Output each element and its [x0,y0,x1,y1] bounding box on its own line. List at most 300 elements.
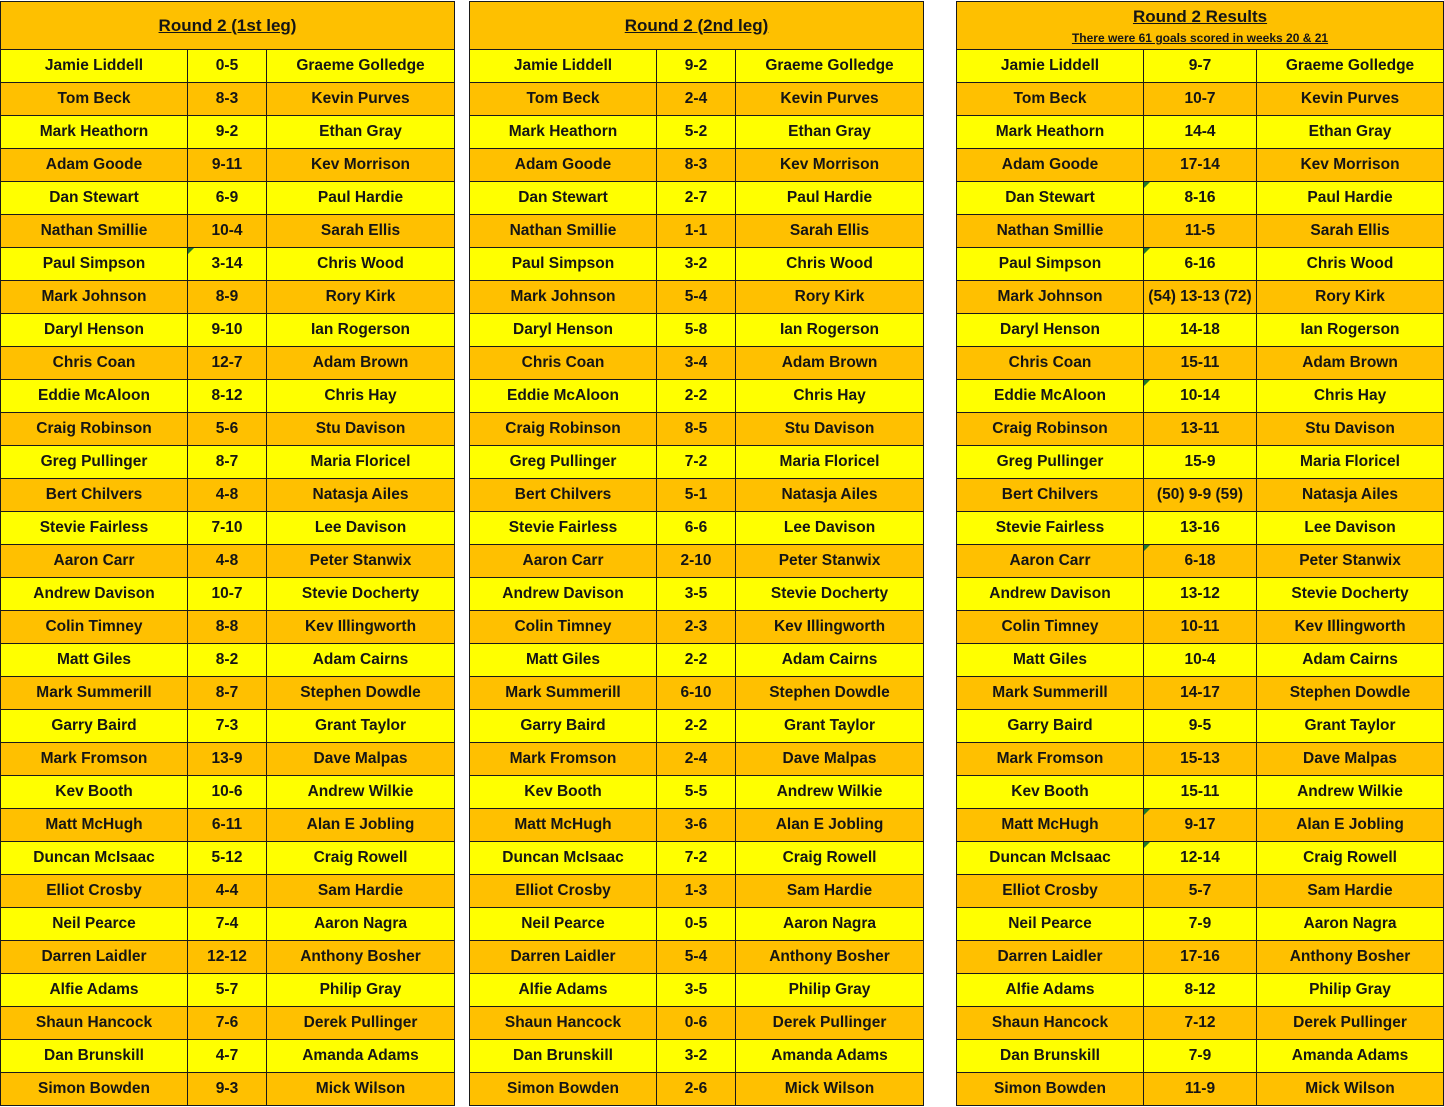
home-player-cell[interactable]: Colin Timney [957,611,1144,644]
score-cell[interactable]: 8-16 [1144,182,1257,215]
score-cell[interactable]: 5-2 [657,116,736,149]
score-cell[interactable]: 2-6 [657,1073,736,1106]
home-player-cell[interactable]: Paul Simpson [1,248,188,281]
home-player-cell[interactable]: Duncan McIsaac [957,842,1144,875]
away-player-cell[interactable]: Graeme Golledge [1257,50,1444,83]
score-cell[interactable]: 5-4 [657,941,736,974]
home-player-cell[interactable]: Aaron Carr [957,545,1144,578]
score-cell[interactable]: 0-5 [188,50,267,83]
score-cell[interactable]: 3-2 [657,1040,736,1073]
home-player-cell[interactable]: Daryl Henson [470,314,657,347]
home-player-cell[interactable]: Andrew Davison [470,578,657,611]
score-cell[interactable]: 13-16 [1144,512,1257,545]
score-cell[interactable]: 13-11 [1144,413,1257,446]
home-player-cell[interactable]: Mark Summerill [957,677,1144,710]
away-player-cell[interactable]: Graeme Golledge [267,50,455,83]
home-player-cell[interactable]: Aaron Carr [1,545,188,578]
away-player-cell[interactable]: Mick Wilson [736,1073,924,1106]
home-player-cell[interactable]: Garry Baird [957,710,1144,743]
table-row [1,644,455,677]
score-cell[interactable]: 7-9 [1144,908,1257,941]
score-cell[interactable]: 8-5 [657,413,736,446]
away-player-cell[interactable]: Stevie Docherty [1257,578,1444,611]
score-cell[interactable]: 3-5 [657,974,736,1007]
home-player-cell[interactable]: Simon Bowden [957,1073,1144,1106]
home-player-cell[interactable]: Garry Baird [470,710,657,743]
table-row [957,776,1444,809]
home-player-cell[interactable]: Darren Laidler [1,941,188,974]
home-player-cell[interactable]: Mark Heathorn [1,116,188,149]
away-player-cell[interactable]: Sarah Ellis [1257,215,1444,248]
score-cell[interactable]: 10-7 [188,578,267,611]
score-cell[interactable]: 2-2 [657,710,736,743]
away-player-cell[interactable]: Ethan Gray [1257,116,1444,149]
away-player-cell[interactable]: Grant Taylor [267,710,455,743]
score-cell[interactable]: 8-2 [188,644,267,677]
away-player-cell[interactable]: Craig Rowell [736,842,924,875]
away-player-cell[interactable]: Stephen Dowdle [1257,677,1444,710]
home-player-cell[interactable]: Dan Brunskill [470,1040,657,1073]
away-player-cell[interactable]: Mick Wilson [1257,1073,1444,1106]
home-player-cell[interactable]: Stevie Fairless [1,512,188,545]
home-player-cell[interactable]: Matt Giles [1,644,188,677]
away-player-cell[interactable]: Stephen Dowdle [736,677,924,710]
score-cell[interactable]: 6-18 [1144,545,1257,578]
home-player-cell[interactable]: Bert Chilvers [1,479,188,512]
away-player-cell[interactable]: Sarah Ellis [267,215,455,248]
score-cell[interactable]: 9-2 [657,50,736,83]
score-cell[interactable]: 0-5 [657,908,736,941]
score-cell[interactable]: 0-6 [657,1007,736,1040]
away-player-cell[interactable]: Andrew Wilkie [267,776,455,809]
away-player-cell[interactable]: Maria Floricel [1257,446,1444,479]
away-player-cell[interactable]: Rory Kirk [736,281,924,314]
score-cell[interactable]: 14-17 [1144,677,1257,710]
away-player-cell[interactable]: Paul Hardie [736,182,924,215]
away-player-cell[interactable]: Anthony Bosher [736,941,924,974]
home-player-cell[interactable]: Craig Robinson [470,413,657,446]
score-cell[interactable]: 4-8 [188,545,267,578]
home-player-cell[interactable]: Neil Pearce [957,908,1144,941]
home-player-cell[interactable]: Paul Simpson [470,248,657,281]
away-player-cell[interactable]: Craig Rowell [1257,842,1444,875]
away-player-cell[interactable]: Chris Hay [1257,380,1444,413]
score-cell[interactable]: 6-11 [188,809,267,842]
home-player-cell[interactable]: Nathan Smillie [957,215,1144,248]
home-player-cell[interactable]: Alfie Adams [957,974,1144,1007]
away-player-cell[interactable]: Rory Kirk [267,281,455,314]
away-player-cell[interactable]: Sam Hardie [1257,875,1444,908]
home-player-cell[interactable]: Bert Chilvers [470,479,657,512]
score-cell[interactable]: 17-14 [1144,149,1257,182]
home-player-cell[interactable]: Alfie Adams [1,974,188,1007]
table-row [957,974,1444,1007]
away-player-cell[interactable]: Craig Rowell [267,842,455,875]
away-player-cell[interactable]: Adam Brown [267,347,455,380]
away-player-cell[interactable]: Chris Wood [1257,248,1444,281]
home-player-cell[interactable]: Jamie Liddell [957,50,1144,83]
home-player-cell[interactable]: Mark Johnson [1,281,188,314]
home-player-cell[interactable]: Simon Bowden [470,1073,657,1106]
home-player-cell[interactable]: Mark Fromson [470,743,657,776]
score-cell[interactable]: 7-2 [657,446,736,479]
score-cell[interactable]: 9-10 [188,314,267,347]
away-player-cell[interactable]: Aaron Nagra [736,908,924,941]
home-player-cell[interactable]: Neil Pearce [1,908,188,941]
home-player-cell[interactable]: Simon Bowden [1,1073,188,1106]
home-player-cell[interactable]: Elliot Crosby [1,875,188,908]
away-player-cell[interactable]: Peter Stanwix [1257,545,1444,578]
score-cell[interactable]: 11-5 [1144,215,1257,248]
home-player-cell[interactable]: Chris Coan [957,347,1144,380]
home-player-cell[interactable]: Craig Robinson [957,413,1144,446]
home-player-cell[interactable]: Mark Summerill [1,677,188,710]
home-player-cell[interactable]: Mark Johnson [957,281,1144,314]
score-cell[interactable]: 2-7 [657,182,736,215]
home-player-cell[interactable]: Daryl Henson [957,314,1144,347]
score-cell[interactable]: 17-16 [1144,941,1257,974]
home-player-cell[interactable]: Mark Heathorn [470,116,657,149]
home-player-cell[interactable]: Kev Booth [470,776,657,809]
away-player-cell[interactable]: Sam Hardie [267,875,455,908]
score-cell[interactable]: 6-6 [657,512,736,545]
home-player-cell[interactable]: Alfie Adams [470,974,657,1007]
score-cell[interactable]: 3-4 [657,347,736,380]
away-player-cell[interactable]: Adam Cairns [267,644,455,677]
home-player-cell[interactable]: Matt McHugh [470,809,657,842]
away-player-cell[interactable]: Sarah Ellis [736,215,924,248]
home-player-cell[interactable]: Bert Chilvers [957,479,1144,512]
home-player-cell[interactable]: Mark Heathorn [957,116,1144,149]
score-cell[interactable]: 15-11 [1144,347,1257,380]
score-cell[interactable]: 9-11 [188,149,267,182]
away-player-cell[interactable]: Kev Illingworth [267,611,455,644]
away-player-cell[interactable]: Philip Gray [267,974,455,1007]
home-player-cell[interactable]: Dan Stewart [470,182,657,215]
score-cell[interactable]: 5-7 [188,974,267,1007]
score-cell[interactable]: 10-6 [188,776,267,809]
table-row [957,446,1444,479]
home-player-cell[interactable]: Neil Pearce [470,908,657,941]
home-player-cell[interactable]: Kev Booth [1,776,188,809]
score-cell[interactable]: 7-4 [188,908,267,941]
away-player-cell[interactable]: Stevie Docherty [267,578,455,611]
away-player-cell[interactable]: Anthony Bosher [267,941,455,974]
home-player-cell[interactable]: Darren Laidler [957,941,1144,974]
score-cell[interactable]: 6-9 [188,182,267,215]
score-cell[interactable]: 6-16 [1144,248,1257,281]
home-player-cell[interactable]: Eddie McAloon [1,380,188,413]
away-player-cell[interactable]: Ian Rogerson [1257,314,1444,347]
away-player-cell[interactable]: Dave Malpas [736,743,924,776]
home-player-cell[interactable]: Craig Robinson [1,413,188,446]
table-row [1,83,455,116]
score-cell[interactable]: 9-17 [1144,809,1257,842]
away-player-cell[interactable]: Chris Hay [267,380,455,413]
score-cell[interactable]: 10-4 [1144,644,1257,677]
score-cell[interactable]: 12-14 [1144,842,1257,875]
away-player-cell[interactable]: Natasja Ailes [1257,479,1444,512]
table-row [1,314,455,347]
home-player-cell[interactable]: Matt Giles [957,644,1144,677]
away-player-cell[interactable]: Maria Floricel [267,446,455,479]
home-player-cell[interactable]: Matt Giles [470,644,657,677]
away-player-cell[interactable]: Lee Davison [1257,512,1444,545]
home-player-cell[interactable]: Elliot Crosby [957,875,1144,908]
home-player-cell[interactable]: Adam Goode [470,149,657,182]
score-cell[interactable]: 2-3 [657,611,736,644]
score-cell[interactable]: 3-6 [657,809,736,842]
score-cell[interactable]: 9-2 [188,116,267,149]
home-player-cell[interactable]: Jamie Liddell [470,50,657,83]
score-cell[interactable]: 12-12 [188,941,267,974]
home-player-cell[interactable]: Jamie Liddell [1,50,188,83]
home-player-cell[interactable]: Dan Brunskill [1,1040,188,1073]
score-cell[interactable]: 4-7 [188,1040,267,1073]
home-player-cell[interactable]: Mark Summerill [470,677,657,710]
score-cell[interactable]: 15-9 [1144,446,1257,479]
home-player-cell[interactable]: Greg Pullinger [470,446,657,479]
score-cell[interactable]: 9-7 [1144,50,1257,83]
score-cell[interactable]: 5-5 [657,776,736,809]
score-cell[interactable]: 7-12 [1144,1007,1257,1040]
away-player-cell[interactable]: Derek Pullinger [267,1007,455,1040]
score-cell[interactable]: 5-4 [657,281,736,314]
score-cell[interactable]: 1-3 [657,875,736,908]
score-cell[interactable]: 10-14 [1144,380,1257,413]
home-player-cell[interactable]: Tom Beck [470,83,657,116]
score-cell[interactable]: 10-11 [1144,611,1257,644]
away-player-cell[interactable]: Stu Davison [1257,413,1444,446]
home-player-cell[interactable]: Andrew Davison [1,578,188,611]
score-cell[interactable]: 8-12 [1144,974,1257,1007]
home-player-cell[interactable]: Stevie Fairless [957,512,1144,545]
away-player-cell[interactable]: Ethan Gray [267,116,455,149]
away-player-cell[interactable]: Dave Malpas [1257,743,1444,776]
away-player-cell[interactable]: Aaron Nagra [1257,908,1444,941]
away-player-cell[interactable]: Kevin Purves [267,83,455,116]
score-cell[interactable]: 5-6 [188,413,267,446]
away-player-cell[interactable]: Dave Malpas [267,743,455,776]
score-cell[interactable]: 14-4 [1144,116,1257,149]
home-player-cell[interactable]: Eddie McAloon [470,380,657,413]
home-player-cell[interactable]: Adam Goode [957,149,1144,182]
score-cell[interactable]: 2-4 [657,83,736,116]
home-player-cell[interactable]: Elliot Crosby [470,875,657,908]
score-cell[interactable]: 10-4 [188,215,267,248]
away-player-cell[interactable]: Ian Rogerson [736,314,924,347]
away-player-cell[interactable]: Stephen Dowdle [267,677,455,710]
score-cell[interactable]: 2-4 [657,743,736,776]
score-cell[interactable]: 2-2 [657,644,736,677]
home-player-cell[interactable]: Dan Stewart [957,182,1144,215]
away-player-cell[interactable]: Stu Davison [736,413,924,446]
away-player-cell[interactable]: Graeme Golledge [736,50,924,83]
away-player-cell[interactable]: Philip Gray [736,974,924,1007]
away-player-cell[interactable]: Philip Gray [1257,974,1444,1007]
away-player-cell[interactable]: Kev Morrison [736,149,924,182]
table-row [470,611,924,644]
away-player-cell[interactable]: Kev Morrison [1257,149,1444,182]
table-row [470,710,924,743]
away-player-cell[interactable]: Chris Hay [736,380,924,413]
away-player-cell[interactable]: Alan E Jobling [736,809,924,842]
away-player-cell[interactable]: Alan E Jobling [267,809,455,842]
home-player-cell[interactable]: Andrew Davison [957,578,1144,611]
home-player-cell[interactable]: Shaun Hancock [957,1007,1144,1040]
away-player-cell[interactable]: Aaron Nagra [267,908,455,941]
score-cell[interactable]: 9-5 [1144,710,1257,743]
home-player-cell[interactable]: Aaron Carr [470,545,657,578]
score-cell[interactable]: 8-8 [188,611,267,644]
home-player-cell[interactable]: Darren Laidler [470,941,657,974]
away-player-cell[interactable]: Derek Pullinger [736,1007,924,1040]
away-player-cell[interactable]: Adam Cairns [736,644,924,677]
away-player-cell[interactable]: Andrew Wilkie [1257,776,1444,809]
home-player-cell[interactable]: Kev Booth [957,776,1144,809]
score-cell[interactable]: 3-5 [657,578,736,611]
score-cell[interactable]: 5-7 [1144,875,1257,908]
home-player-cell[interactable]: Tom Beck [957,83,1144,116]
away-player-cell[interactable]: Maria Floricel [736,446,924,479]
away-player-cell[interactable]: Adam Cairns [1257,644,1444,677]
away-player-cell[interactable]: Paul Hardie [267,182,455,215]
score-cell[interactable]: 8-9 [188,281,267,314]
score-cell[interactable]: 10-7 [1144,83,1257,116]
score-cell[interactable]: 11-9 [1144,1073,1257,1106]
away-player-cell[interactable]: Ian Rogerson [267,314,455,347]
away-player-cell[interactable]: Natasja Ailes [267,479,455,512]
away-player-cell[interactable]: Amanda Adams [267,1040,455,1073]
home-player-cell[interactable]: Stevie Fairless [470,512,657,545]
score-cell[interactable]: (50) 9-9 (59) [1144,479,1257,512]
home-player-cell[interactable]: Greg Pullinger [957,446,1144,479]
table-row [470,413,924,446]
score-cell[interactable]: 3-14 [188,248,267,281]
score-cell[interactable]: 9-3 [188,1073,267,1106]
away-player-cell[interactable]: Adam Brown [1257,347,1444,380]
score-cell[interactable]: 7-2 [657,842,736,875]
score-cell[interactable]: 5-12 [188,842,267,875]
away-player-cell[interactable]: Grant Taylor [1257,710,1444,743]
away-player-cell[interactable]: Stevie Docherty [736,578,924,611]
away-player-cell[interactable]: Andrew Wilkie [736,776,924,809]
away-player-cell[interactable]: Amanda Adams [1257,1040,1444,1073]
home-player-cell[interactable]: Colin Timney [470,611,657,644]
home-player-cell[interactable]: Chris Coan [1,347,188,380]
home-player-cell[interactable]: Chris Coan [470,347,657,380]
away-player-cell[interactable]: Paul Hardie [1257,182,1444,215]
away-player-cell[interactable]: Stu Davison [267,413,455,446]
home-player-cell[interactable]: Duncan McIsaac [1,842,188,875]
away-player-cell[interactable]: Kev Illingworth [1257,611,1444,644]
score-cell[interactable]: 7-3 [188,710,267,743]
home-player-cell[interactable]: Colin Timney [1,611,188,644]
table-row [1,545,455,578]
home-player-cell[interactable]: Matt McHugh [957,809,1144,842]
away-player-cell[interactable]: Chris Wood [736,248,924,281]
home-player-cell[interactable]: Mark Fromson [957,743,1144,776]
score-cell[interactable]: 14-18 [1144,314,1257,347]
home-player-cell[interactable]: Tom Beck [1,83,188,116]
away-player-cell[interactable]: Kevin Purves [736,83,924,116]
home-player-cell[interactable]: Duncan McIsaac [470,842,657,875]
away-player-cell[interactable]: Chris Wood [267,248,455,281]
home-player-cell[interactable]: Mark Johnson [470,281,657,314]
table-row [957,908,1444,941]
home-player-cell[interactable]: Adam Goode [1,149,188,182]
score-cell[interactable]: 3-2 [657,248,736,281]
score-cell[interactable]: 1-1 [657,215,736,248]
score-cell[interactable]: 5-8 [657,314,736,347]
away-player-cell[interactable]: Peter Stanwix [736,545,924,578]
home-player-cell[interactable]: Dan Stewart [1,182,188,215]
score-cell[interactable]: 2-2 [657,380,736,413]
away-player-cell[interactable]: Kev Illingworth [736,611,924,644]
away-player-cell[interactable]: Adam Brown [736,347,924,380]
score-cell[interactable]: 7-10 [188,512,267,545]
home-player-cell[interactable]: Greg Pullinger [1,446,188,479]
away-player-cell[interactable]: Alan E Jobling [1257,809,1444,842]
score-cell[interactable]: 7-6 [188,1007,267,1040]
home-player-cell[interactable]: Paul Simpson [957,248,1144,281]
score-cell[interactable]: 15-11 [1144,776,1257,809]
score-cell[interactable]: 12-7 [188,347,267,380]
home-player-cell[interactable]: Nathan Smillie [470,215,657,248]
score-cell[interactable]: 8-7 [188,446,267,479]
home-player-cell[interactable]: Matt McHugh [1,809,188,842]
score-cell[interactable]: 7-9 [1144,1040,1257,1073]
away-player-cell[interactable]: Sam Hardie [736,875,924,908]
away-player-cell[interactable]: Lee Davison [736,512,924,545]
score-cell[interactable]: 6-10 [657,677,736,710]
home-player-cell[interactable]: Mark Fromson [1,743,188,776]
score-cell[interactable]: 8-12 [188,380,267,413]
score-cell[interactable]: 8-7 [188,677,267,710]
away-player-cell[interactable]: Amanda Adams [736,1040,924,1073]
away-player-cell[interactable]: Anthony Bosher [1257,941,1444,974]
away-player-cell[interactable]: Peter Stanwix [267,545,455,578]
away-player-cell[interactable]: Kevin Purves [1257,83,1444,116]
home-player-cell[interactable]: Shaun Hancock [470,1007,657,1040]
away-player-cell[interactable]: Mick Wilson [267,1073,455,1106]
away-player-cell[interactable]: Grant Taylor [736,710,924,743]
score-cell[interactable]: 8-3 [657,149,736,182]
away-player-cell[interactable]: Lee Davison [267,512,455,545]
home-player-cell[interactable]: Nathan Smillie [1,215,188,248]
away-player-cell[interactable]: Derek Pullinger [1257,1007,1444,1040]
score-cell[interactable]: 8-3 [188,83,267,116]
score-cell[interactable]: 4-4 [188,875,267,908]
score-cell[interactable]: 2-10 [657,545,736,578]
score-cell[interactable]: 13-12 [1144,578,1257,611]
home-player-cell[interactable]: Daryl Henson [1,314,188,347]
score-cell[interactable]: 13-9 [188,743,267,776]
score-cell[interactable]: 5-1 [657,479,736,512]
table-row [957,314,1444,347]
away-player-cell[interactable]: Ethan Gray [736,116,924,149]
away-player-cell[interactable]: Natasja Ailes [736,479,924,512]
home-player-cell[interactable]: Garry Baird [1,710,188,743]
score-cell[interactable]: (54) 13-13 (72) [1144,281,1257,314]
score-cell[interactable]: 15-13 [1144,743,1257,776]
home-player-cell[interactable]: Eddie McAloon [957,380,1144,413]
score-cell[interactable]: 4-8 [188,479,267,512]
away-player-cell[interactable]: Rory Kirk [1257,281,1444,314]
away-player-cell[interactable]: Kev Morrison [267,149,455,182]
home-player-cell[interactable]: Dan Brunskill [957,1040,1144,1073]
home-player-cell[interactable]: Shaun Hancock [1,1007,188,1040]
